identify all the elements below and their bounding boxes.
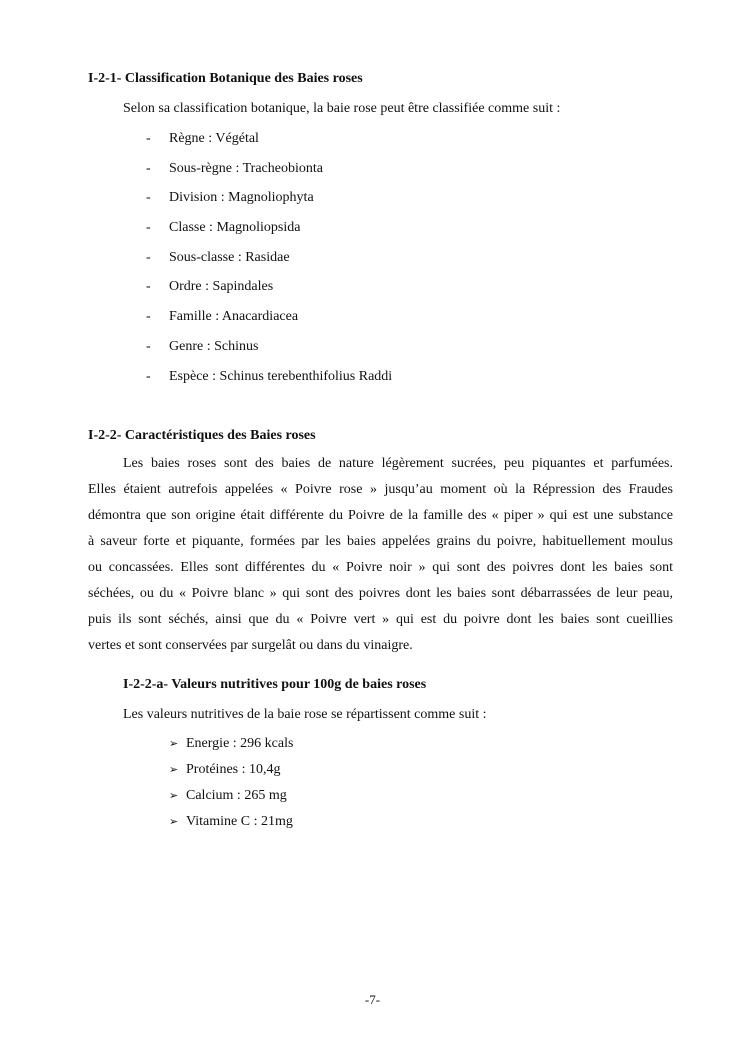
list-bullet: - <box>146 369 151 384</box>
list-bullet: - <box>146 220 151 235</box>
paragraph-line: ou concassées. Elles sont différentes du « Poivre noir » qui sont des poivres dont les baies sont <box>88 560 673 575</box>
list-bullet: - <box>146 250 151 265</box>
list-item: Energie : 296 kcals <box>186 736 294 751</box>
page-number: -7- <box>364 992 381 1007</box>
paragraph-line: puis ils sont séchés, ainsi que du « Poivre vert » qui est du poivre dont les baies sont cueillies <box>88 612 673 627</box>
paragraph-line: vertes et sont conservées par surgelât ou dans du vinaigre. <box>88 638 413 653</box>
list-bullet: - <box>146 339 151 354</box>
paragraph-line: à saveur forte et piquante, formées par les baies appelées grains du poivre, habituellement moulus <box>88 534 673 549</box>
arrow-bullet-icon: ➢ <box>169 738 179 750</box>
list-item: Sous-classe : Rasidae <box>169 250 290 265</box>
list-item: Protéines : 10,4g <box>186 762 281 777</box>
characteristics-paragraph <box>88 451 673 659</box>
list-item: Espèce : Schinus terebenthifolius Raddi <box>169 369 393 384</box>
list-bullet: - <box>146 161 151 176</box>
list-bullet: - <box>146 190 151 205</box>
paragraph-line: Elles étaient autrefois appelées « Poivre rose » jusqu’au moment où la Répression des Fraudes <box>88 482 673 497</box>
list-bullet: - <box>146 131 151 146</box>
section-heading-characteristics: I-2-2- Caractéristiques des Baies roses <box>88 428 316 443</box>
list-item: Famille : Anacardiacea <box>169 309 299 324</box>
classification-intro: Selon sa classification botanique, la baie rose peut être classifiée comme suit : <box>123 101 561 116</box>
section-heading-classification: I-2-1- Classification Botanique des Baies roses <box>88 71 363 86</box>
list-item: Sous-règne : Tracheobionta <box>169 161 323 176</box>
list-item: Classe : Magnoliopsida <box>169 220 301 235</box>
list-bullet: - <box>146 279 151 294</box>
paragraph-line: démontra que son origine était différente du Poivre de la famille des « piper » qui est une substance <box>88 508 673 523</box>
nutrition-intro: Les valeurs nutritives de la baie rose se répartissent comme suit : <box>123 707 487 722</box>
list-item: Règne : Végétal <box>169 131 259 146</box>
list-item: Division : Magnoliophyta <box>169 190 314 205</box>
list-item: Ordre : Sapindales <box>169 279 274 294</box>
list-bullet: - <box>146 309 151 324</box>
arrow-bullet-icon: ➢ <box>169 790 179 802</box>
arrow-bullet-icon: ➢ <box>169 816 179 828</box>
list-item: Vitamine C : 21mg <box>186 814 293 829</box>
list-item: Calcium : 265 mg <box>186 788 287 803</box>
section-heading-nutrition: I-2-2-a- Valeurs nutritives pour 100g de baies roses <box>123 677 427 692</box>
paragraph-line: séchées, ou du « Poivre blanc » qui sont des poivres dont les baies sont débarrassées de leur peau, <box>88 586 673 601</box>
paragraph-line: Les baies roses sont des baies de nature légèrement sucrées, peu piquantes et parfumées. <box>123 456 673 471</box>
arrow-bullet-icon: ➢ <box>169 764 179 776</box>
list-item: Genre : Schinus <box>169 339 259 354</box>
